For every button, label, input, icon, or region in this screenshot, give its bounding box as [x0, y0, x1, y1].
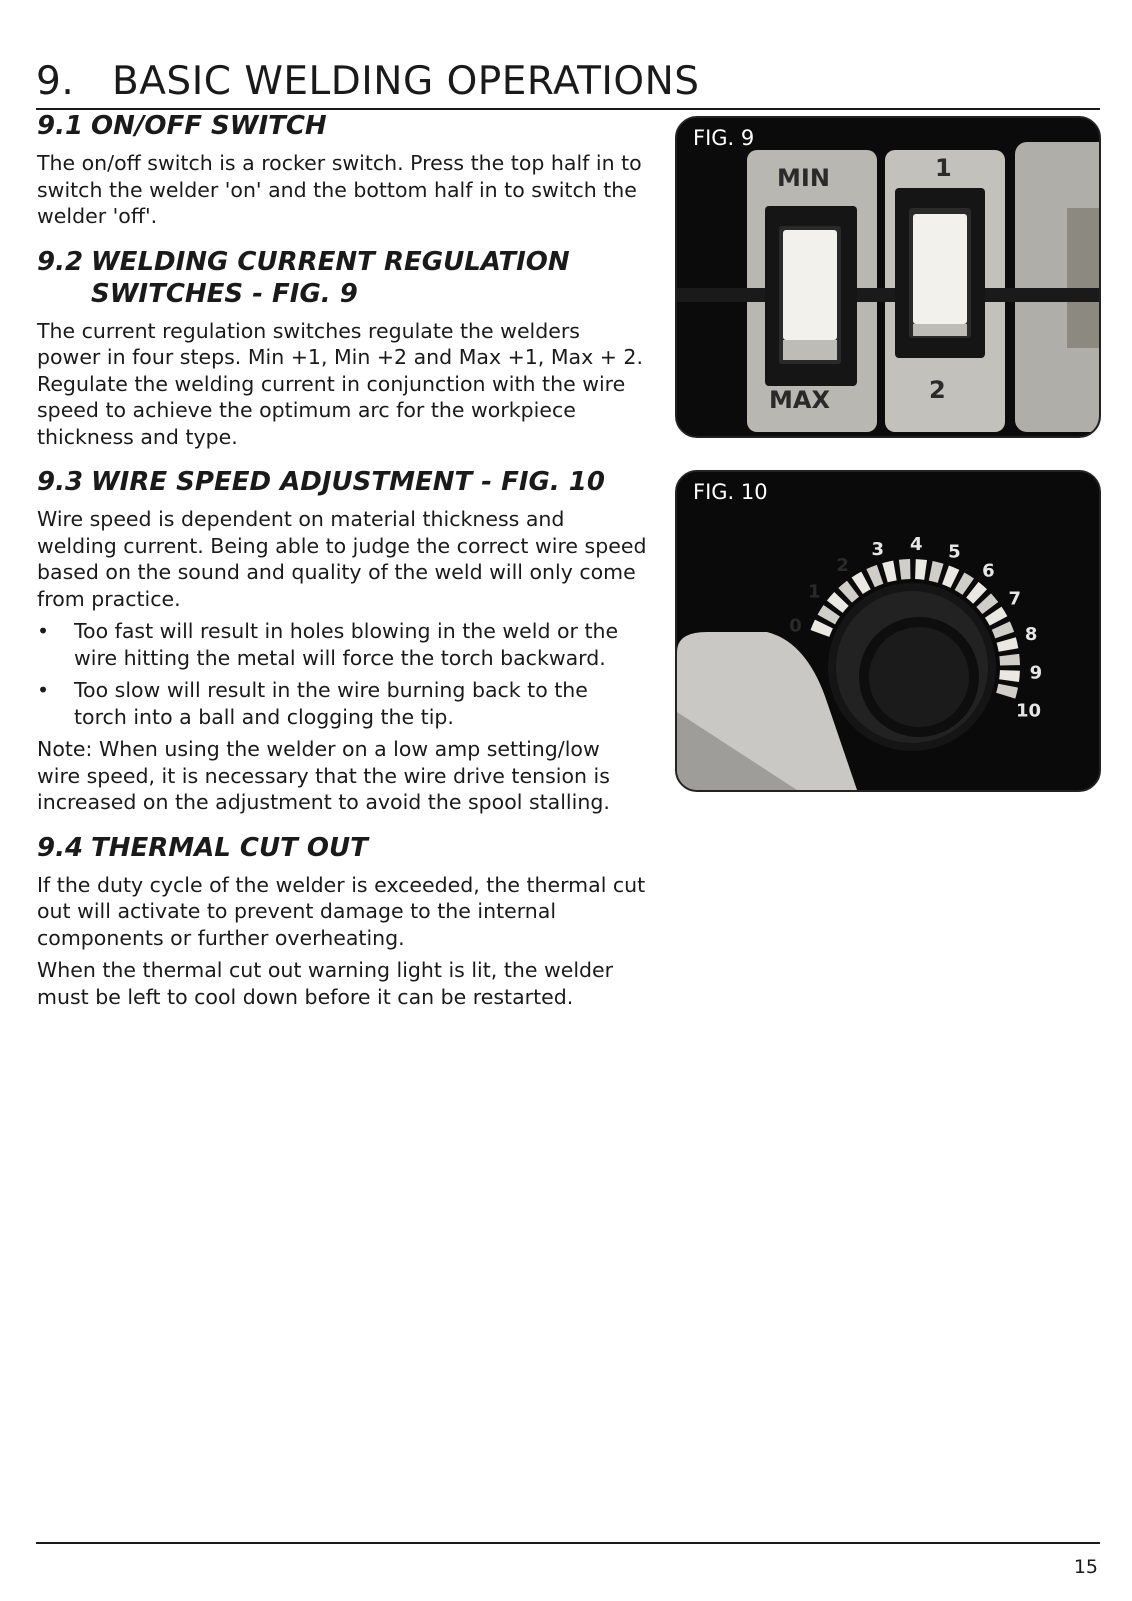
section-number: 9.3 [37, 467, 84, 497]
switch1-bottom-label: MAX [769, 386, 830, 414]
figure-9-switch-photo [675, 116, 1101, 438]
main-text-column [37, 110, 647, 1026]
section-heading [37, 110, 647, 142]
section-paragraph: Wire speed is dependent on material thickness and welding current. Being able to judge the correct wire speed based on the sound and quality of the weld will only come from practice. [37, 507, 647, 611]
chapter-title: BASIC WELDING OPERATIONS [112, 59, 700, 105]
switch2-bottom-label: 2 [929, 376, 946, 404]
bullet-icon: • [37, 619, 50, 643]
section-heading [37, 466, 647, 498]
section-paragraph: The on/off switch is a rocker switch. Press the top half in to switch the welder 'on' and the bottom half in to switch the welder 'off'. [37, 151, 642, 228]
figure-label: FIG. 9 [693, 126, 755, 150]
dial-number-3: 3 [871, 538, 885, 560]
wire-speed-dial-illustration [677, 472, 1099, 790]
dial-number-5: 5 [948, 541, 961, 563]
list-item-text: Too slow will result in the wire burning back to the torch into a ball and clogging the tip. [74, 678, 588, 729]
figure-label: FIG. 10 [693, 480, 768, 504]
dial-number-0: 0 [789, 615, 802, 637]
dial-number-1: 1 [808, 581, 821, 603]
switch2-top-label: 1 [935, 154, 952, 182]
section-title: ON/OFF SWITCH [91, 111, 327, 141]
chapter-number: 9. [36, 59, 75, 105]
section-heading [37, 832, 647, 864]
section-number: 9.1 [37, 111, 84, 141]
dial-number-10: 10 [1015, 700, 1042, 722]
list-item [37, 677, 647, 730]
dial-number-2: 2 [836, 555, 849, 577]
dial-number-6: 6 [982, 560, 995, 582]
footer-divider [36, 1542, 1100, 1544]
section-title: WIRE SPEED ADJUSTMENT - FIG. 10 [91, 467, 605, 497]
bullet-icon: • [37, 678, 50, 702]
dial-number-8: 8 [1024, 623, 1038, 645]
figure-10-dial-photo [675, 470, 1101, 792]
dial-number-9: 9 [1029, 662, 1043, 684]
section-title-line1: WELDING CURRENT REGULATION [91, 246, 570, 277]
section-heading [37, 246, 647, 310]
section-note: Note: When using the welder on a low amp setting/low wire speed, it is necessary that the wire drive tension is increased on the adjustment to avoid the spool stalling. [37, 737, 610, 814]
section-9-4 [37, 832, 647, 1011]
section-title [91, 246, 570, 310]
section-paragraph: If the duty cycle of the welder is exceeded, the thermal cut out will activate to prevent damage to the internal components or further overheating. [37, 872, 646, 950]
switch1-top-label: MIN [777, 164, 830, 192]
dial-number-4: 4 [910, 534, 923, 556]
section-9-2 [37, 246, 647, 451]
section-9-3 [37, 466, 647, 816]
dial-number-7: 7 [1008, 588, 1022, 610]
section-title: THERMAL CUT OUT [91, 832, 368, 863]
section-title-line2: SWITCHES - FIG. 9 [91, 278, 358, 309]
list-item [37, 618, 647, 671]
rocker-switches-illustration [677, 118, 1099, 436]
page-title [36, 56, 1100, 110]
section-9-1 [37, 110, 647, 230]
section-paragraph: When the thermal cut out warning light is lit, the welder must be left to cool down before it can be restarted. [37, 958, 614, 1009]
page-number: 15 [1073, 1556, 1098, 1578]
section-number: 9.4 [37, 832, 84, 863]
section-number: 9.2 [37, 246, 84, 277]
list-item-text: Too fast will result in holes blowing in the weld or the wire hitting the metal will force the torch backward. [74, 619, 619, 670]
section-paragraph: The current regulation switches regulate the welders power in four steps. Min +1, Min +2 and Max +1, Max + 2. Regulate the welding current in conjunction with the wire speed to achieve the optimum arc for the workpiece thickness and type. [37, 318, 643, 449]
